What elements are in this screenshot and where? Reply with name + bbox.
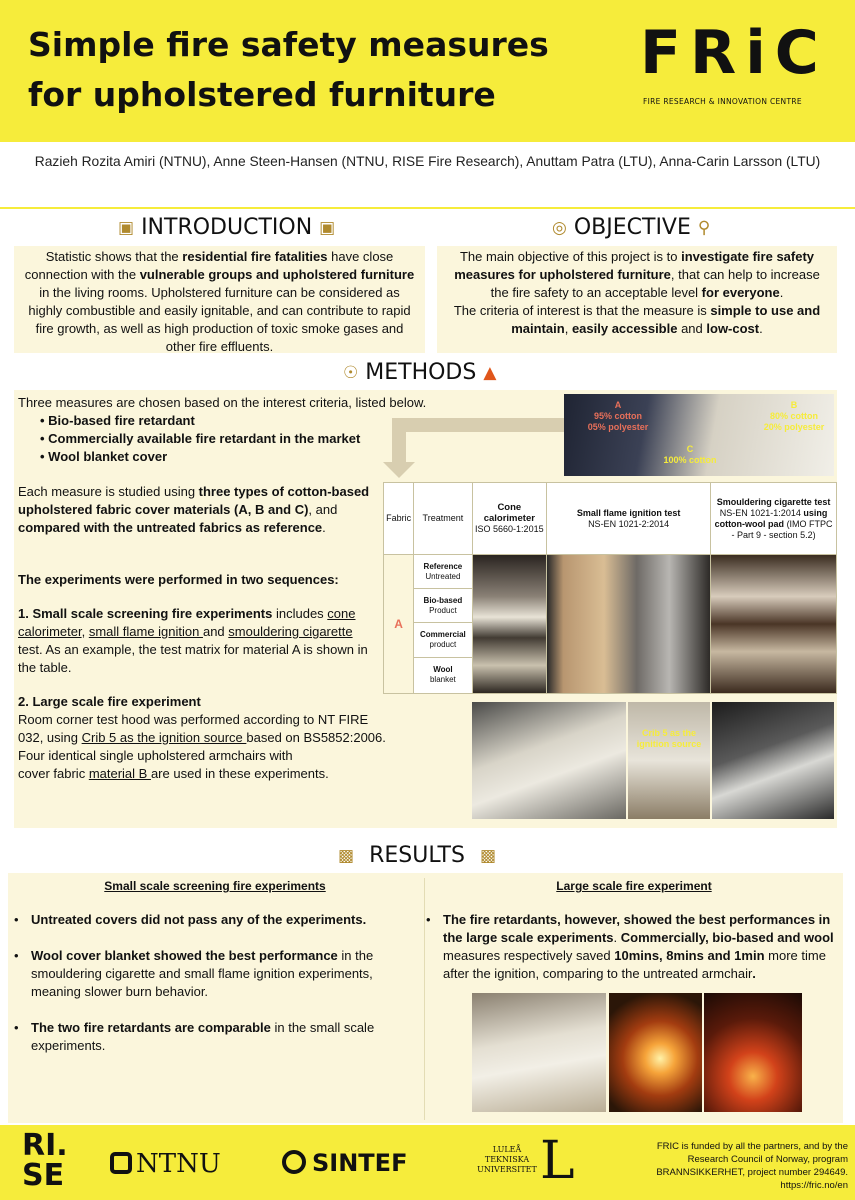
rise-logo: RI. SE (22, 1128, 68, 1193)
large-scale-description: 2. Large scale fire experiment Room corner test hood was performed according to NT FIRE 032, using Crib 5 as the ignition source based on BS5852:2006. Four identical single upholstered armchairs with cover fabric material B are used in these experiments. (18, 694, 386, 781)
large-scale-title: Large scale fire experiment (556, 879, 712, 893)
arrow-head (383, 462, 415, 478)
table-row (384, 483, 837, 555)
fric-logo: FRiC (640, 18, 828, 88)
small-scale-title: Small scale screening fire experiments (104, 879, 326, 893)
treatment-cell: Wool blanket (414, 657, 472, 693)
results-heading: ▩ RESULTS ▩ (338, 843, 497, 868)
title-line-1: Simple fire safety measures (28, 25, 549, 64)
crib-label: Crib 5 as the ignition source (636, 728, 702, 749)
fabric-cell: A (384, 555, 414, 694)
introduction-heading: ▣ INTRODUCTION ▣ (118, 215, 336, 240)
cone-calorimeter-photo (473, 555, 546, 693)
ntnu-mark-icon (110, 1152, 132, 1174)
test-matrix-table (383, 482, 837, 694)
treatment-cell: Reference Untreated (414, 555, 472, 589)
column-header: Treatment (414, 483, 472, 555)
methods-intro: Three measures are chosen based on the interest criteria, listed below. • Bio-based fire retardant • Commercially available fire retardant in the market • Wool blanket cover (18, 394, 458, 466)
box-icon: ▣ (319, 218, 336, 238)
column-header: Fabric (384, 483, 414, 555)
small-scale-description: 1. Small scale screening fire experiments includes cone calorimeter, small flame ignition and smouldering cigarette test. As an example, the test matrix for material A is shown in the table. (18, 606, 368, 675)
header-divider (0, 207, 855, 209)
header-band (0, 0, 855, 142)
methods-study-text: Each measure is studied using three types of cotton-based upholstered fabric cover materials (A, B and C), and compared with the untreated fabrics as reference. (18, 484, 370, 535)
objective-heading: ◎ OBJECTIVE ⚲ (552, 215, 711, 240)
fabric-c-label: C 100% cotton (663, 444, 717, 465)
magnifier-icon: ⚲ (697, 218, 711, 238)
smouldering-photo (711, 555, 836, 693)
test-room-photo (712, 702, 834, 819)
bar-chart-icon: ▩ (338, 846, 355, 866)
ltu-mark: L (540, 1131, 575, 1191)
arrow-connector (392, 418, 564, 432)
sintef-mark-icon (282, 1150, 306, 1174)
title-line-2: for upholstered furniture (28, 75, 496, 114)
fabric-samples-photo (564, 394, 834, 476)
armchair-photo (472, 702, 626, 819)
methods-heading: ☉ METHODS ▲ (343, 360, 497, 385)
list-item: • The two fire retardants are comparable in the small scale experiments. (14, 1019, 414, 1055)
list-item: • Commercially available fire retardant in the market (40, 430, 458, 448)
arrow-connector (392, 418, 406, 466)
list-item: • Bio-based fire retardant (40, 412, 458, 430)
poster-title (28, 20, 549, 120)
ntnu-logo: NTNU (110, 1149, 221, 1179)
authors: Razieh Rozita Amiri (NTNU), Anne Steen-Hansen (NTNU, RISE Fire Research), Anuttam Patra (LTU), Anna-Carin Larsson (LTU) (34, 154, 821, 169)
methods-sequences: The experiments were performed in two sequences: (18, 572, 339, 587)
flame-icon: ▲ (483, 363, 497, 383)
flame-photo-cell (547, 555, 711, 694)
fabric-b-label: B 80% cotton 20% polyester (763, 400, 825, 432)
introduction-panel: Statistic shows that the residential fire fatalities have close connection with the vulnerable groups and upholstered furniture in the living rooms. Upholstered furniture can be considered as highly combustible and easily ignitable, and can contribute to rapid fire growth, as well as high production of toxic smoke gases and other fire effluents. (14, 246, 425, 353)
large-scale-results (426, 911, 834, 1001)
sintef-logo: SINTEF (282, 1149, 407, 1177)
project-url[interactable]: https://fric.no/en (780, 1180, 848, 1191)
objective-panel: The main objective of this project is to investigate fire safety measures for upholstered furniture, that can help to increase the fire safety to an acceptable level for everyone. The criteria of interest is that the measure is simple to use and maintain, easily accessible and low-cost. (437, 246, 837, 353)
column-header-cone: Cone calorimeter ISO 5660-1:2015 (472, 483, 546, 555)
smoulder-photo-cell (711, 555, 837, 694)
target-icon: ◎ (552, 218, 567, 238)
burning-armchair-photo (609, 993, 702, 1112)
fire-test-photo (704, 993, 802, 1112)
cone-photo-cell (472, 555, 546, 694)
list-item: • Untreated covers did not pass any of the experiments. (14, 911, 414, 929)
untreated-armchair-photo (472, 993, 606, 1112)
column-header-flame: Small flame ignition test NS-EN 1021-2:2014 (547, 483, 711, 555)
treatment-cell: Commercial product (414, 623, 472, 657)
funding-note: FRIC is funded by all the partners, and by the Research Council of Norway, program BRANNSIKKERHET, project number 294649. https://fric.no/en (648, 1140, 848, 1192)
fabric-a-label: A 95% cotton 05% polyester (587, 400, 649, 432)
fric-logo-subtitle: FIRE RESEARCH & INNOVATION CENTRE (643, 97, 802, 106)
table-row (384, 555, 837, 589)
lightbulb-icon: ☉ (343, 363, 359, 383)
crib-photo (628, 702, 710, 819)
bar-chart-icon: ▩ (479, 846, 497, 866)
list-item: • The fire retardants, however, showed the best performances in the large scale experiments. Commercially, bio-based and wool measures respectively saved 10mins, 8mins and 1min more time after the ignition, comparing to the untreated armchair. (426, 911, 834, 983)
results-divider (424, 878, 425, 1120)
ltu-logo: LULEÅ TEKNISKA UNIVERSITET (477, 1145, 537, 1174)
column-header-smoulder: Smouldering cigarette test NS-EN 1021-1:2014 using cotton-wool pad (IMO FTPC - Part 9 - section 5.2) (711, 483, 837, 555)
treatment-cell: Bio-based Product (414, 589, 472, 623)
list-item: • Wool blanket cover (40, 448, 458, 466)
box-icon: ▣ (118, 218, 135, 238)
small-scale-results (14, 911, 414, 1073)
list-item: • Wool cover blanket showed the best performance in the smouldering cigarette and small flame ignition experiments, meaning slower burn behavior. (14, 947, 414, 1001)
small-flame-photo (547, 555, 710, 693)
